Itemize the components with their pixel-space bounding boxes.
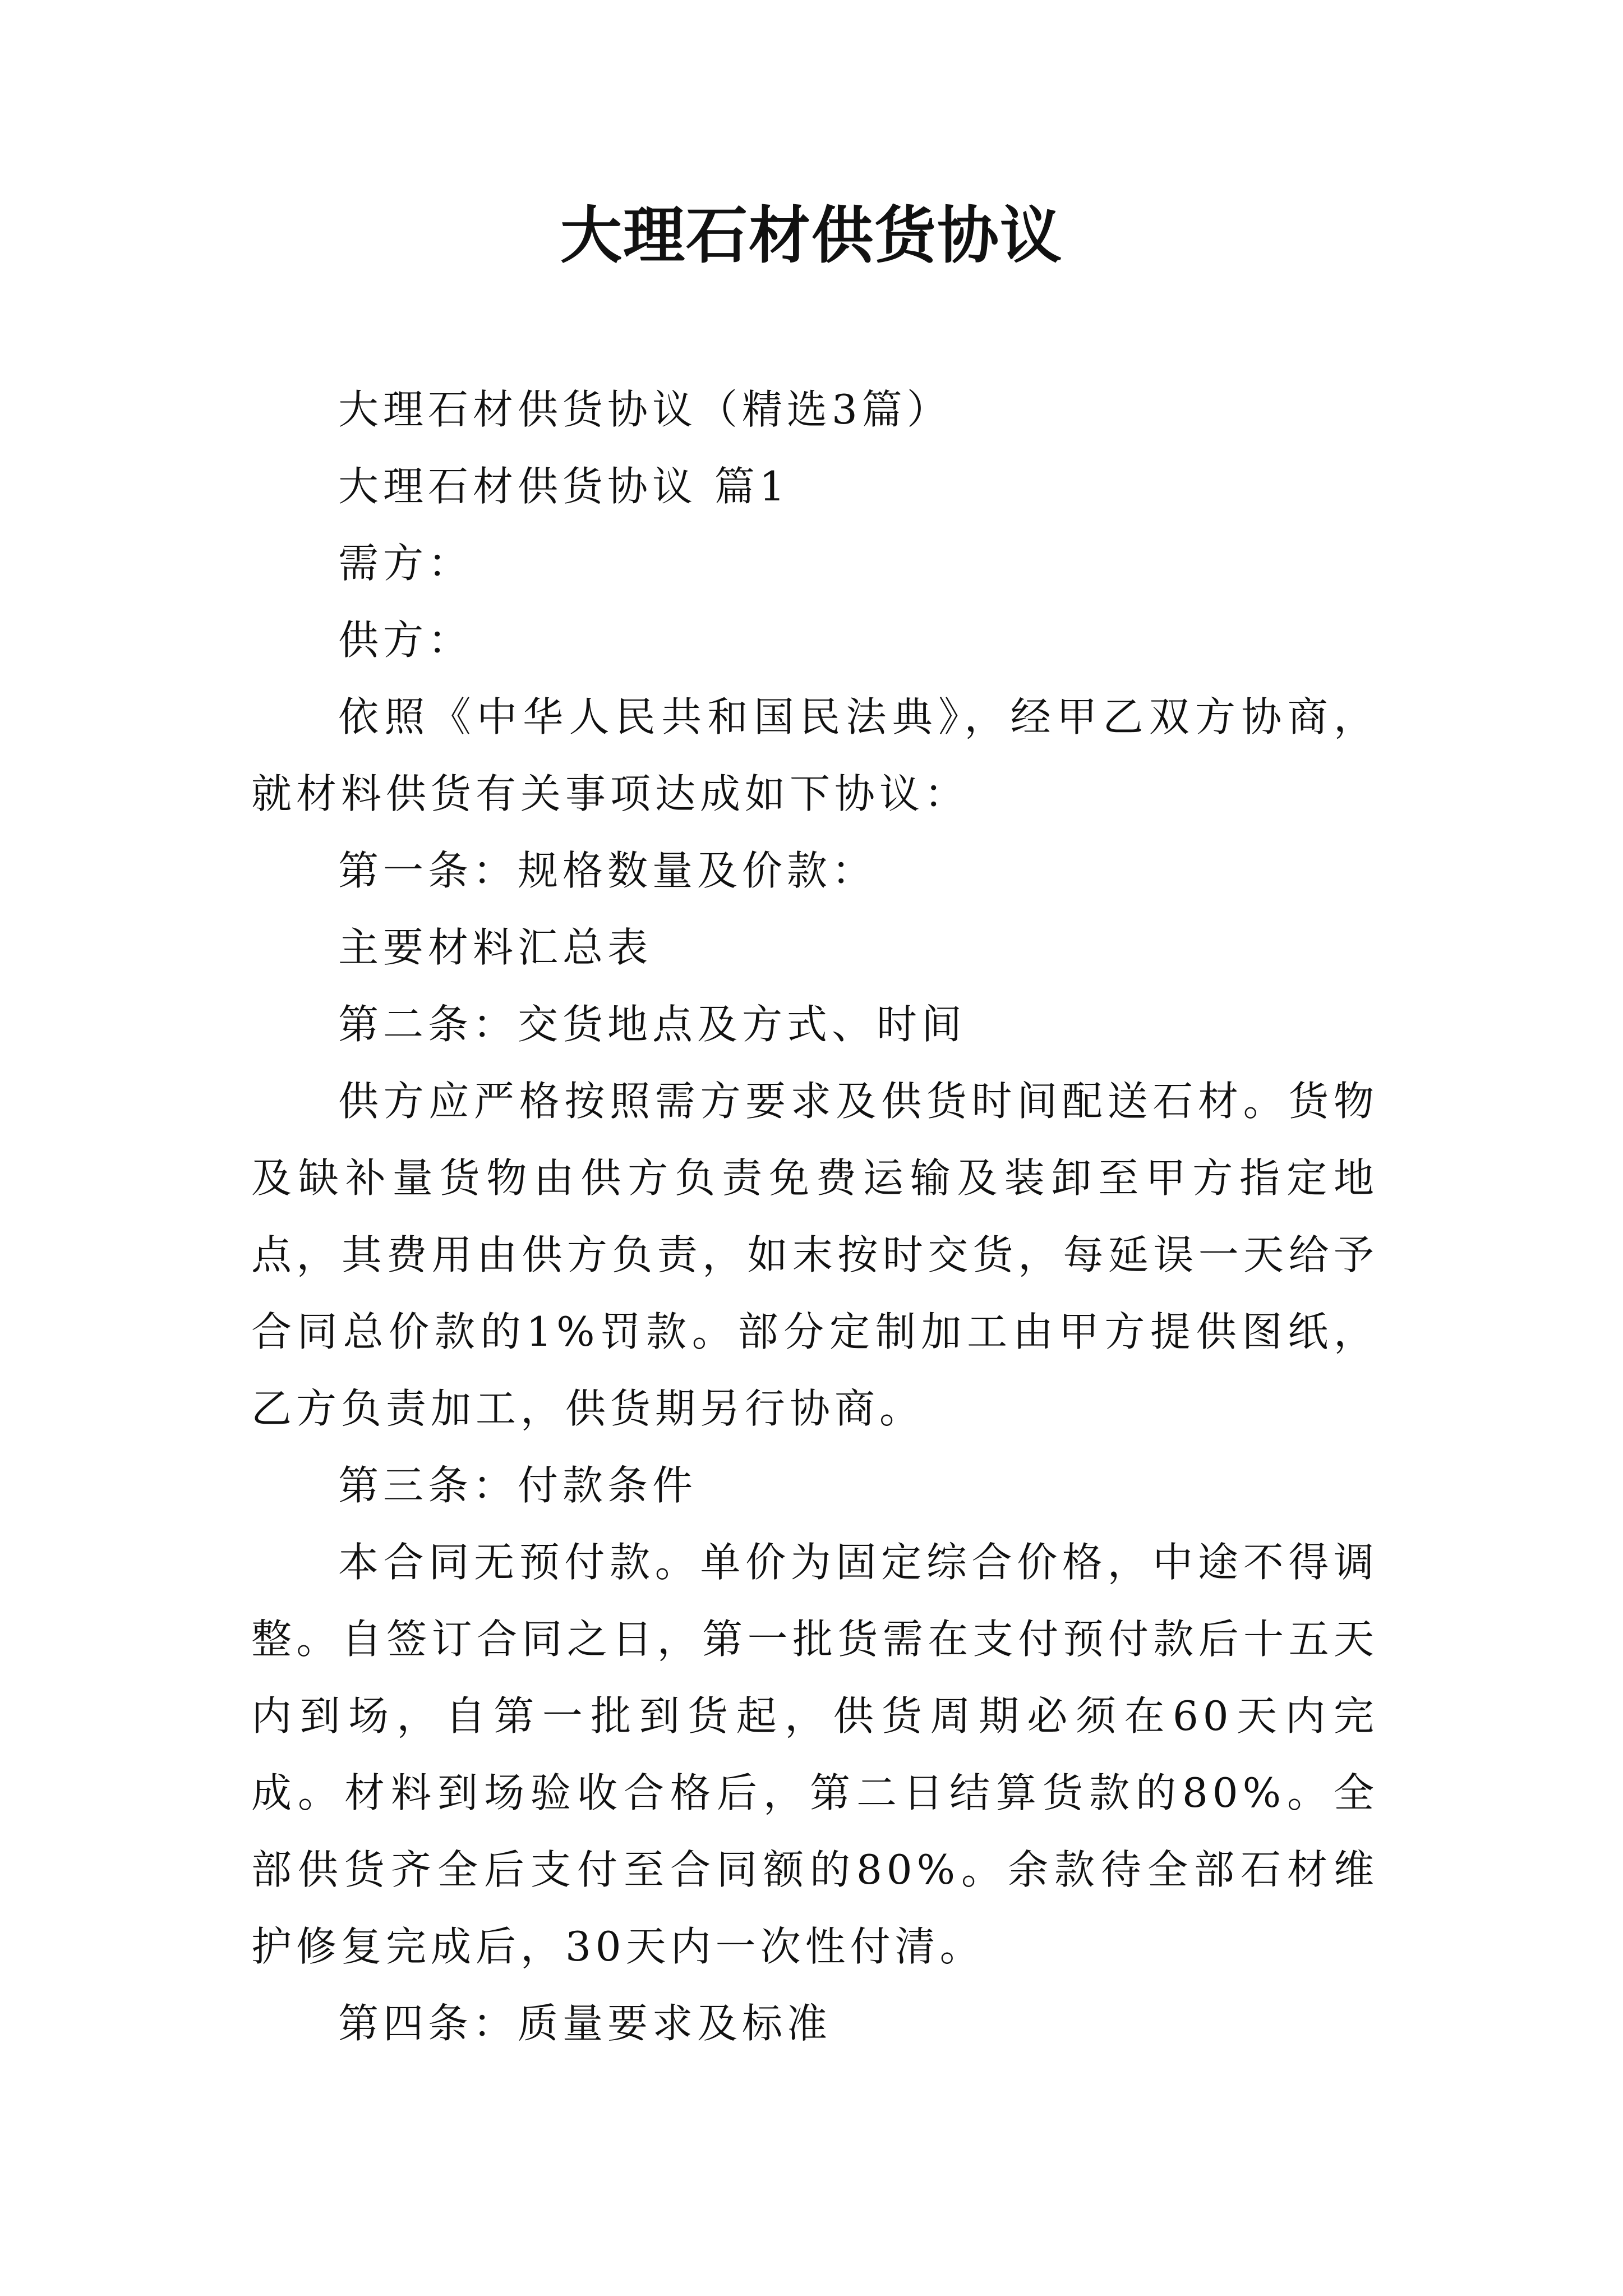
paragraph-article-3-body: 本合同无预付款。单价为固定综合价格，中途不得调整。自签订合同之日，第一批货需在支付预付款后十五天内到场，自第一批到货起，供货周期必须在60天内完成。材料到场验收合格后，第二日结算货款的80%。全部供货齐全后支付至合同额的80%。余款待全部石材维护修复完成后，30天内一次性付清。	[251, 1539, 1378, 1970]
paragraph-article-4-heading: 第四条：质量要求及标准	[338, 2000, 832, 2047]
paragraph-buyer: 需方：	[338, 540, 473, 587]
paragraph-article-1-heading: 第一条：规格数量及价款：	[338, 847, 877, 894]
document-title: 大理石材供货协议	[560, 200, 1063, 272]
paragraph-article-3-heading: 第三条：付款条件	[338, 1462, 698, 1509]
document-body	[251, 371, 1378, 2062]
paragraph-preamble: 依照《中华人民共和国民法典》，经甲乙双方协商，就材料供货有关事项达成如下协议：	[251, 693, 1378, 817]
paragraph-supplier: 供方：	[338, 616, 473, 664]
paragraph-material-summary: 主要材料汇总表	[338, 924, 653, 971]
paragraph-section-heading: 大理石材供货协议 篇1	[338, 463, 790, 510]
paragraph-article-2-body: 供方应严格按照需方要求及供货时间配送石材。货物及缺补量货物由供方负责免费运输及装卸至甲方指定地点，其费用由供方负责，如末按时交货，每延误一天给予合同总价款的1%罚款。部分定制加工由甲方提供图纸，乙方负责加工，供货期另行协商。	[251, 1078, 1378, 1432]
paragraph-article-2-heading: 第二条：交货地点及方式、时间	[338, 1001, 967, 1048]
paragraph-subtitle: 大理石材供货协议（精选3篇）	[338, 386, 952, 433]
